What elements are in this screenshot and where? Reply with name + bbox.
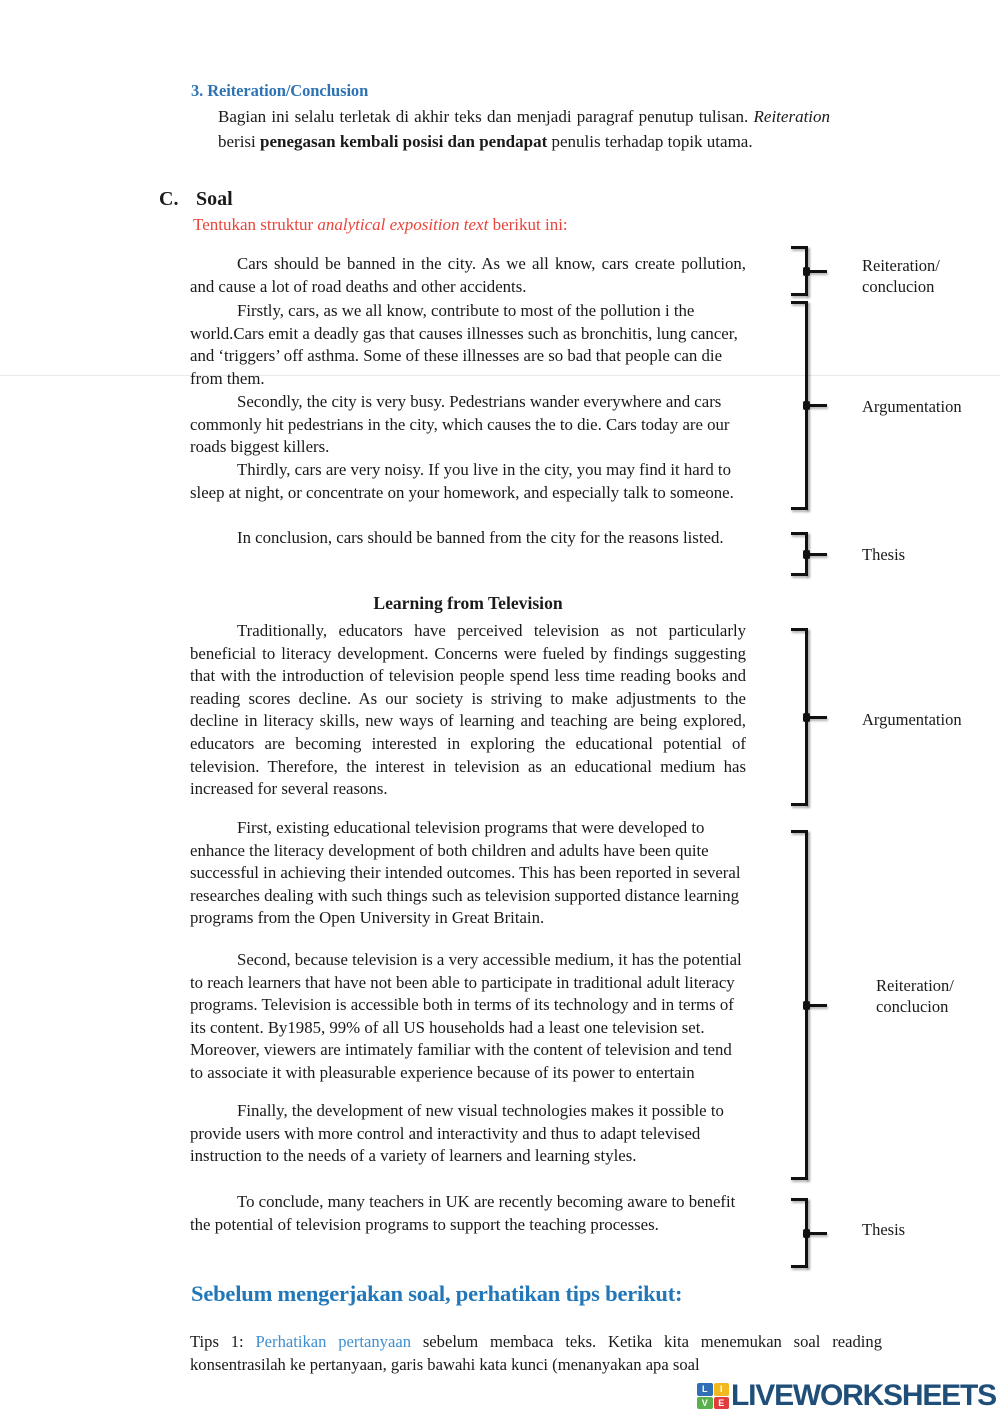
brace-pointer xyxy=(808,270,827,273)
annotation-label-5-line-2: conclucion xyxy=(876,997,949,1016)
tips-body xyxy=(190,1330,882,1376)
tips-line-1a: Tips 1: xyxy=(190,1332,256,1351)
cars-paragraph-4: Thirdly, cars are very noisy. If you live in the city, you may find it hard to sleep at night, or concentrate on your homework, and especially talk to someone. xyxy=(190,460,734,502)
brace-pointer xyxy=(808,1004,827,1007)
annotation-label-6-line-1: Thesis xyxy=(862,1220,906,1239)
brace-pointer xyxy=(808,553,827,556)
liveworksheets-wordmark: LIVEWORKSHEETS xyxy=(731,1379,996,1412)
section-3-line-1: Bagian ini selalu terletak di akhir teks dan menjadi paragraf xyxy=(218,107,634,126)
soal-instruction xyxy=(193,215,568,235)
liveworksheets-icon xyxy=(697,1383,729,1409)
brace-cap-bottom xyxy=(791,803,807,806)
television-passage-title: Learning from Television xyxy=(373,593,563,613)
brace-cars-reiteration xyxy=(791,246,831,296)
annotation-label-5 xyxy=(876,975,954,1017)
liveworksheets-logo xyxy=(697,1379,996,1413)
annotation-label-1 xyxy=(862,255,940,297)
tips-keyword: Perhatikan pertanyaan xyxy=(255,1332,412,1351)
section-3-body xyxy=(218,104,830,154)
logo-tile-e: E xyxy=(714,1397,730,1410)
logo-tile-i: I xyxy=(714,1383,730,1396)
brace-cap-bottom xyxy=(791,1265,807,1268)
soal-title: Soal xyxy=(196,188,233,210)
brace-tv-reiteration xyxy=(791,830,831,1180)
annotation-label-1-line-1: Reiteration/ xyxy=(862,256,940,275)
soal-instruction-a: Tentukan struktur xyxy=(193,215,318,234)
tips-line-1b: sebelum membaca teks. Ketika kita menemukan soal xyxy=(411,1332,821,1351)
soal-instruction-b: berikut ini: xyxy=(488,215,568,234)
cars-paragraph-3: Secondly, the city is very busy. Pedestrians wander everywhere and cars commonly hit pedestrians in the city, which causes the to die. Cars today are our roads biggest killers. xyxy=(190,392,730,457)
cars-paragraph-2: Firstly, cars, as we all know, contribute to most of the pollution i the world.Cars emit a deadly gas that causes illnesses such as bronchitis, lung cancer, and ‘triggers’ off asthma. Some of these illnesses are so bad that people can die from them. xyxy=(190,301,738,388)
section-3-reiteration-italic: Reiteration xyxy=(753,107,831,126)
annotation-label-5-line-1: Reiteration/ xyxy=(876,976,954,995)
annotation-label-1-line-2: conclucion xyxy=(862,277,935,296)
tv-paragraph-5: To conclude, many teachers in UK are recently becoming aware to benefit the potential of television programs to support the teaching processes. xyxy=(190,1192,736,1234)
annotation-label-3 xyxy=(862,544,905,565)
soal-letter: C. xyxy=(159,188,179,210)
annotation-label-2-line-1: Argumentation xyxy=(862,397,962,416)
logo-tile-v: V xyxy=(697,1397,713,1410)
brace-cap-bottom xyxy=(791,1177,807,1180)
brace-tv-thesis xyxy=(791,1198,831,1268)
brace-cap-bottom xyxy=(791,293,807,296)
tips-heading: Sebelum mengerjakan soal, perhatikan tips berikut: xyxy=(191,1281,683,1306)
cars-paragraph-5: In conclusion, cars should be banned from the city for the reasons listed. xyxy=(237,528,724,547)
brace-pointer xyxy=(808,404,827,407)
brace-cap-bottom xyxy=(791,573,807,576)
brace-cars-thesis xyxy=(791,532,831,576)
tv-paragraph-1: Traditionally, educators have perceived television as not particularly beneficial to literacy development. Concerns were fueled by findings suggesting that with the introduction of television people spend less time reading books and reading scores decline. As our society is striving to make adjustments to the decline in literacy skills, new ways of learning and teaching are being explored, educators are becoming interested in exploring the educational potential of television. Therefore, the interest in television as an educational medium has increased for several reasons. xyxy=(190,621,746,799)
soal-instruction-italic: analytical exposition text xyxy=(317,215,489,234)
brace-cars-argumentation xyxy=(791,301,831,510)
annotation-label-4 xyxy=(862,709,962,730)
tv-paragraph-2: First, existing educational television programs that were developed to enhance the literacy development of both children and adults have been quite successful in achieving their intended outcomes. This has been reported in several researches dealing with such things such as television supported distance learning programs from the Open University in Great Britain. xyxy=(190,818,741,928)
annotation-label-4-line-1: Argumentation xyxy=(862,710,962,729)
brace-pointer xyxy=(808,716,827,719)
annotation-label-2 xyxy=(862,396,962,417)
brace-tv-argumentation xyxy=(791,628,831,806)
tv-paragraph-3: Second, because television is a very accessible medium, it has the potential to reach learners that have not been able to participate in traditional adult literacy programs. Television is accessible both in terms of its technology and in terms of its content. By1985, 99% of all US households had a least one television set. Moreover, viewers are intimately familiar with the content of television and tend to associate it with pleasurable experience because of its power to entertain xyxy=(190,950,742,1082)
annotation-label-3-line-1: Thesis xyxy=(862,545,906,564)
section-3-heading: 3. Reiteration/Conclusion xyxy=(191,81,369,100)
annotation-label-6 xyxy=(862,1219,905,1240)
brace-cap-bottom xyxy=(791,507,807,510)
tv-paragraph-4: Finally, the development of new visual technologies makes it possible to provide users with more control and interactivity and thus to adapt televised instruction to the needs of a variety of learners and learning styles. xyxy=(190,1101,724,1166)
section-3-line-2b: berisi xyxy=(218,132,261,151)
cars-paragraph-1: Cars should be banned in the city. As we all know, cars create pollution, and cause a lot of road deaths and other accidents. xyxy=(190,254,746,296)
section-3-line-2a: penutup tulisan. xyxy=(638,107,754,126)
section-3-line-3: penulis terhadap topik utama. xyxy=(551,132,753,151)
brace-pointer xyxy=(808,1232,827,1235)
logo-tile-l: L xyxy=(697,1383,713,1396)
tips-line-2: reading konsentrasilah ke pertanyaan, garis bawahi kata kunci (menanyakan apa soal xyxy=(190,1332,882,1374)
section-3-bold-phrase: penegasan kembali posisi dan pendapat xyxy=(260,132,548,151)
